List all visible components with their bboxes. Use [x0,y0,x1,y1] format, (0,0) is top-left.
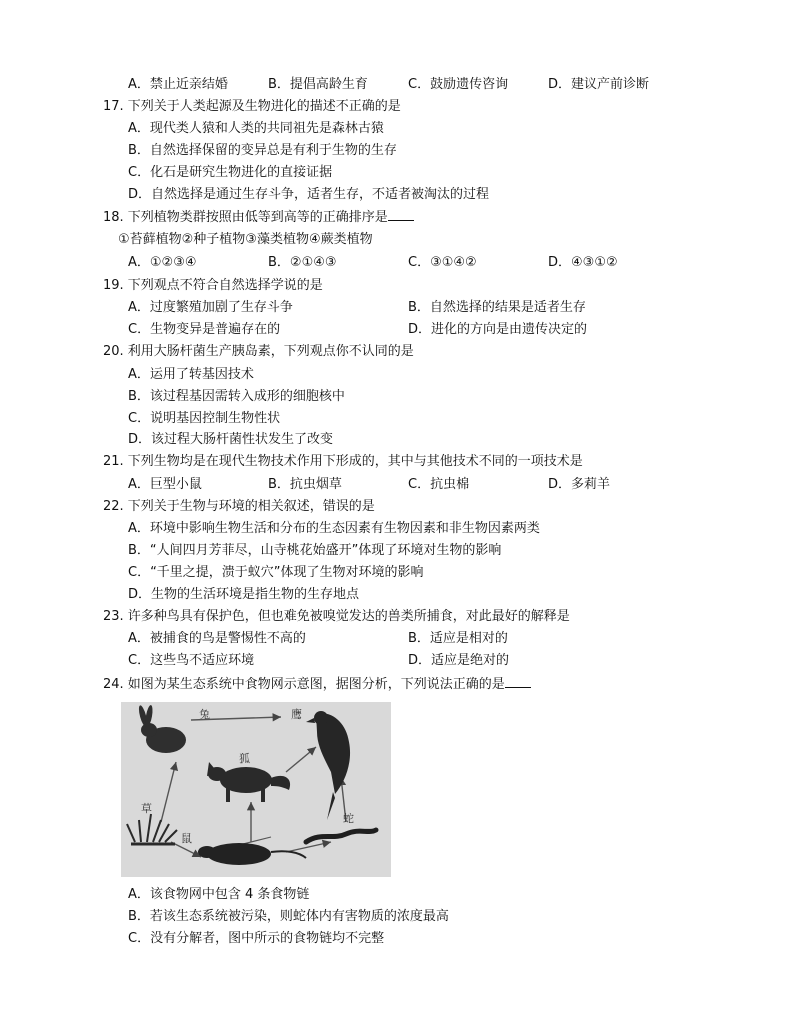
q23-stem: 23. 许多种鸟具有保护色，但也难免被嗅觉发达的兽类所捕食，对此最好的解释是 [103,609,570,624]
q17-stem: 17. 下列关于人类起源及生物进化的描述不正确的是 [103,99,401,114]
food-web-figure [121,702,391,877]
label-eagle: 鹰 [291,708,302,721]
q23-option-b: B．适应是相对的 [408,631,508,646]
q24-stem [103,675,531,694]
q20-option-b: B．该过程基因需转入成形的细胞核中 [128,389,345,404]
q20-option-a: A．运用了转基因技术 [128,367,254,382]
q16-option-a: A．禁止近亲结婚 [128,77,228,92]
q16-option-b: B．提倡高龄生育 [268,77,368,92]
q18-option-c: C．③①④② [408,255,477,270]
food-web-diagram [121,702,391,877]
label-rabbit: 兔 [199,708,210,721]
q21-option-b: B．抗虫烟草 [268,477,342,492]
q24-option-c: C．没有分解者，图中所示的食物链均不完整 [128,931,385,946]
answer-blank [388,208,414,221]
label-grass: 草 [141,802,152,815]
q20-option-c: C．说明基因控制生物性状 [128,411,281,426]
q23-option-c: C．这些鸟不适应环境 [128,653,255,668]
q21-option-a: A．巨型小鼠 [128,477,202,492]
q17-option-b: B．自然选择保留的变异总是有利于生物的生存 [128,143,397,158]
q24-option-a: A．该食物网中包含 4 条食物链 [128,887,310,902]
q24-option-b: B．若该生态系统被污染，则蛇体内有害物质的浓度最高 [128,909,449,924]
q18-option-b: B．②①④③ [268,255,337,270]
q19-option-c: C．生物变异是普遍存在的 [128,322,281,337]
q19-option-b: B．自然选择的结果是适者生存 [408,300,586,315]
q24-stem-text: 24. 如图为某生态系统中食物网示意图，据图分析，下列说法正确的是 [103,677,505,692]
q19-option-a: A．过度繁殖加剧了生存斗争 [128,300,293,315]
q18-option-a: A．①②③④ [128,255,197,270]
q18-option-d: D．④③①② [548,255,618,270]
q16-option-c: C．鼓励遗传咨询 [408,77,509,92]
q22-option-c: C．“千里之提，溃于蚁穴”体现了生物对环境的影响 [128,565,424,580]
answer-blank [505,675,531,688]
q17-option-a: A．现代类人猿和人类的共同祖先是森林古猿 [128,121,384,136]
q18-stem [103,208,414,227]
q19-stem: 19. 下列观点不符合自然选择学说的是 [103,278,323,293]
q17-option-c: C．化石是研究生物进化的直接证据 [128,165,333,180]
q21-stem: 21. 下列生物均是在现代生物技术作用下形成的，其中与其他技术不同的一项技术是 [103,454,583,469]
q20-stem: 20. 利用大肠杆菌生产胰岛素，下列观点你不认同的是 [103,344,414,359]
label-snake: 蛇 [343,812,354,825]
q20-option-d: D．该过程大肠杆菌性状发生了改变 [128,432,334,447]
label-fox: 狐 [239,752,250,765]
q23-option-d: D．适应是绝对的 [408,653,510,668]
q16-option-d: D．建议产前诊断 [548,77,650,92]
q22-stem: 22. 下列关于生物与环境的相关叙述，错误的是 [103,499,375,514]
q19-option-d: D．进化的方向是由遗传决定的 [408,322,588,337]
q21-option-c: C．抗虫棉 [408,477,470,492]
q18-items: ①苔藓植物②种子植物③藻类植物④蕨类植物 [118,232,373,247]
q22-option-a: A．环境中影响生物生活和分布的生态因素有生物因素和非生物因素两类 [128,521,540,536]
q22-option-d: D．生物的生活环境是指生物的生存地点 [128,587,360,602]
q23-option-a: A．被捕食的鸟是警惕性不高的 [128,631,306,646]
q17-option-d: D．自然选择是通过生存斗争，适者生存，不适者被淘汰的过程 [128,187,490,202]
q22-option-b: B．“人间四月芳菲尽，山寺桃花始盛开”体现了环境对生物的影响 [128,543,502,558]
q21-option-d: D．多莉羊 [548,477,611,492]
label-mouse: 鼠 [181,832,192,845]
q18-stem-text: 18. 下列植物类群按照由低等到高等的正确排序是 [103,210,388,225]
